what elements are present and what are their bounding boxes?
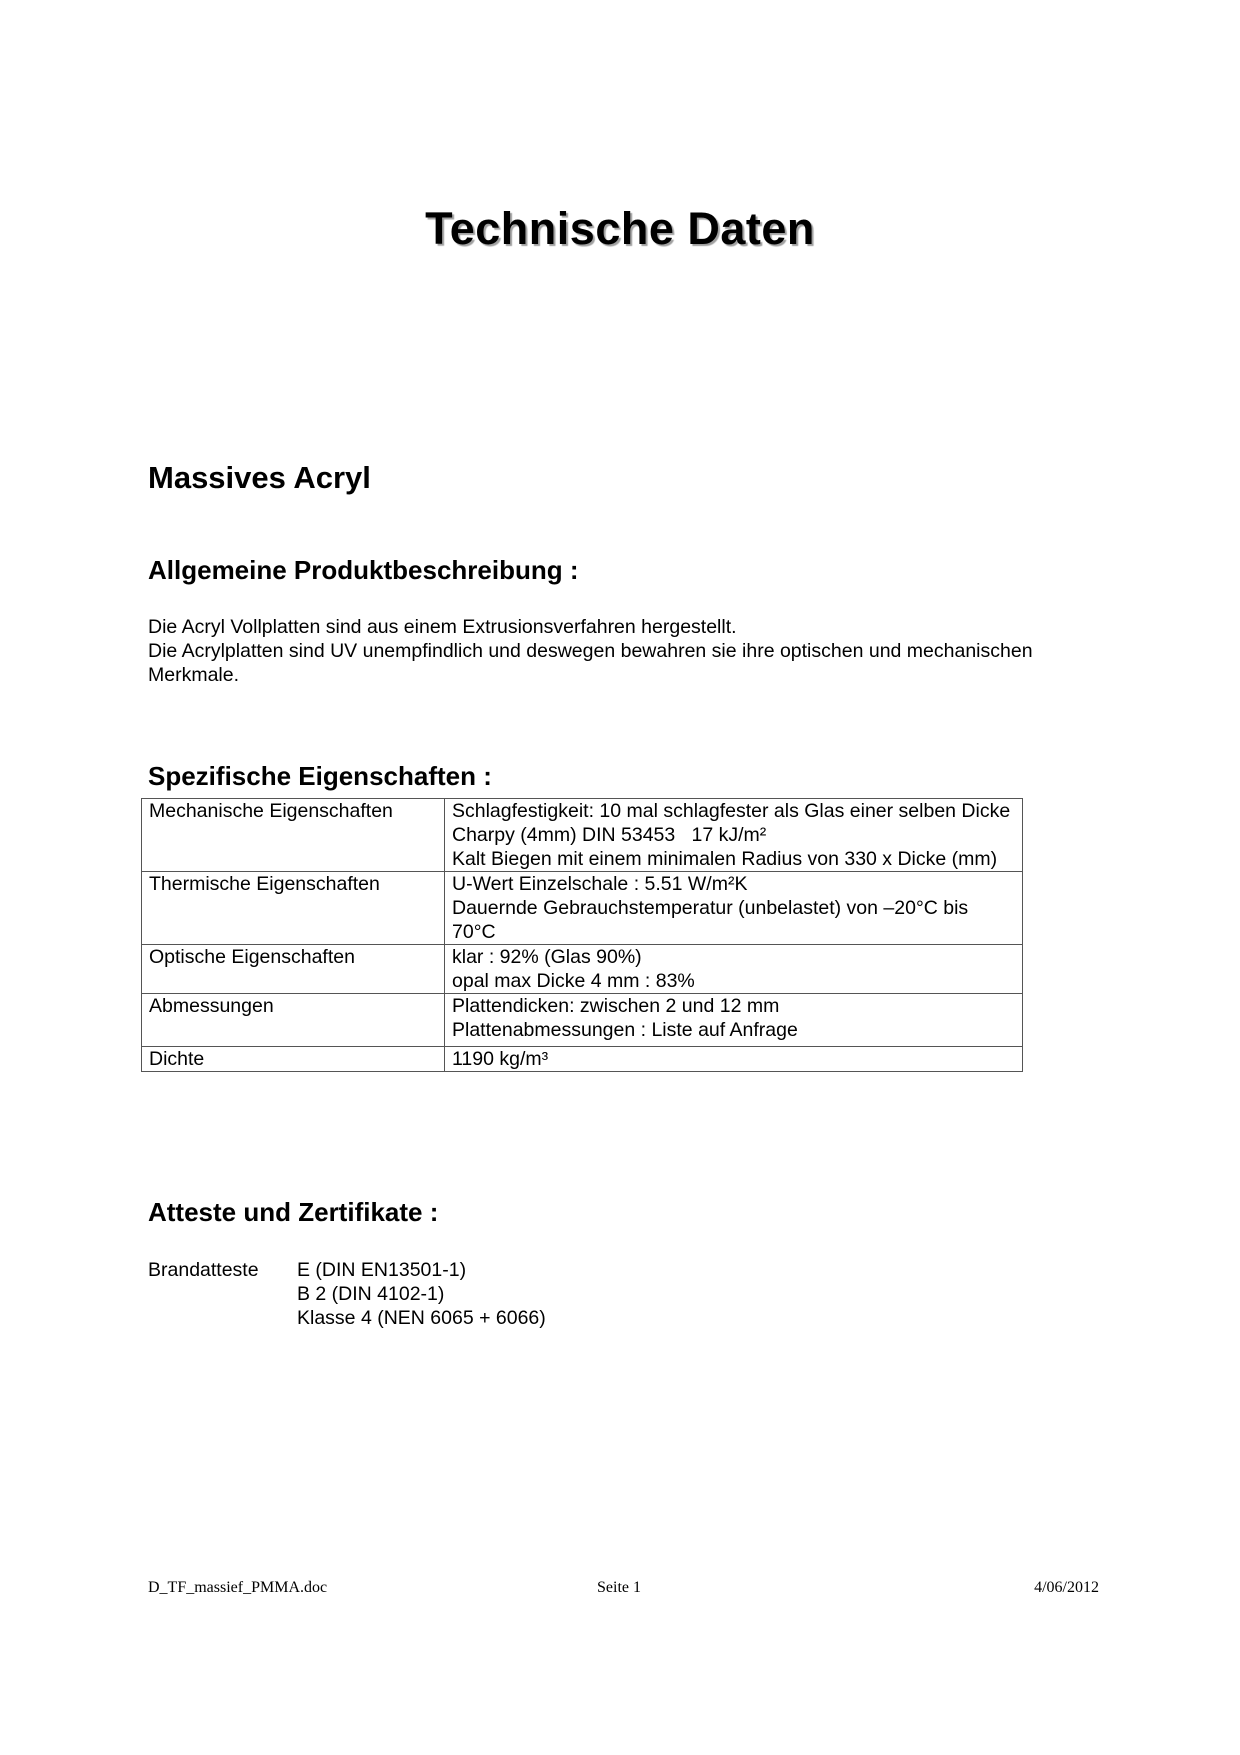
property-value-line: Charpy (4mm) DIN 53453 17 kJ/m² <box>452 824 767 846</box>
property-value-line: Dauernde Gebrauchstemperatur (unbelastet) von –20°C bis 70°C <box>452 897 969 943</box>
table-row <box>142 945 1023 994</box>
table-row <box>142 799 1023 872</box>
property-name: Abmessungen <box>142 994 445 1047</box>
property-value <box>445 994 1023 1047</box>
description-line: Die Acryl Vollplatten sind aus einem Extrusionsverfahren hergestellt. <box>148 616 737 638</box>
footer-filename: D_TF_massief_PMMA.doc <box>148 1579 328 1596</box>
certificate-item: B 2 (DIN 4102-1) <box>297 1283 445 1305</box>
certificates-block <box>148 1258 546 1330</box>
property-value-line: Plattenabmessungen : Liste auf Anfrage <box>452 1019 798 1041</box>
property-name: Dichte <box>142 1047 445 1072</box>
table-row <box>142 872 1023 945</box>
footer-page-number: Seite 1 <box>597 1579 641 1596</box>
description-line: Die Acrylplatten sind UV unempfindlich und deswegen bewahren sie ihre optischen und mechanischen Merkmale. <box>148 640 1033 686</box>
certificate-label: Brandatteste <box>148 1259 259 1281</box>
property-value <box>445 1047 1023 1072</box>
property-name: Thermische Eigenschaften <box>142 872 445 945</box>
property-value-line: 1190 kg/m³ <box>452 1048 549 1070</box>
certificates-heading: Atteste und Zertifikate : <box>148 1197 439 1227</box>
property-value-line: Kalt Biegen mit einem minimalen Radius von 330 x Dicke (mm) <box>452 848 998 870</box>
property-value <box>445 872 1023 945</box>
general-description <box>148 615 1048 687</box>
property-name: Optische Eigenschaften <box>142 945 445 994</box>
property-value-line: klar : 92% (Glas 90%) <box>452 946 642 968</box>
property-value <box>445 945 1023 994</box>
footer-date: 4/06/2012 <box>1034 1579 1099 1596</box>
property-name: Mechanische Eigenschaften <box>142 799 445 872</box>
property-value-line: opal max Dicke 4 mm : 83% <box>452 970 695 992</box>
specific-properties-heading: Spezifische Eigenschaften : <box>148 761 492 791</box>
table-row <box>142 1047 1023 1072</box>
product-title: Massives Acryl <box>148 460 371 495</box>
property-value-line: Plattendicken: zwischen 2 und 12 mm <box>452 995 780 1017</box>
property-value-line: Schlagfestigkeit: 10 mal schlagfester als Glas einer selben Dicke <box>452 800 1011 822</box>
certificate-item: E (DIN EN13501-1) <box>297 1259 467 1281</box>
page-title: Technische Daten <box>425 203 815 254</box>
table-row <box>142 994 1023 1047</box>
general-description-heading: Allgemeine Produktbeschreibung : <box>148 555 579 585</box>
certificate-item: Klasse 4 (NEN 6065 + 6066) <box>297 1307 546 1329</box>
property-value <box>445 799 1023 872</box>
certificate-list <box>297 1258 546 1330</box>
properties-table <box>141 798 1023 1072</box>
property-value-line: U-Wert Einzelschale : 5.51 W/m²K <box>452 873 748 895</box>
